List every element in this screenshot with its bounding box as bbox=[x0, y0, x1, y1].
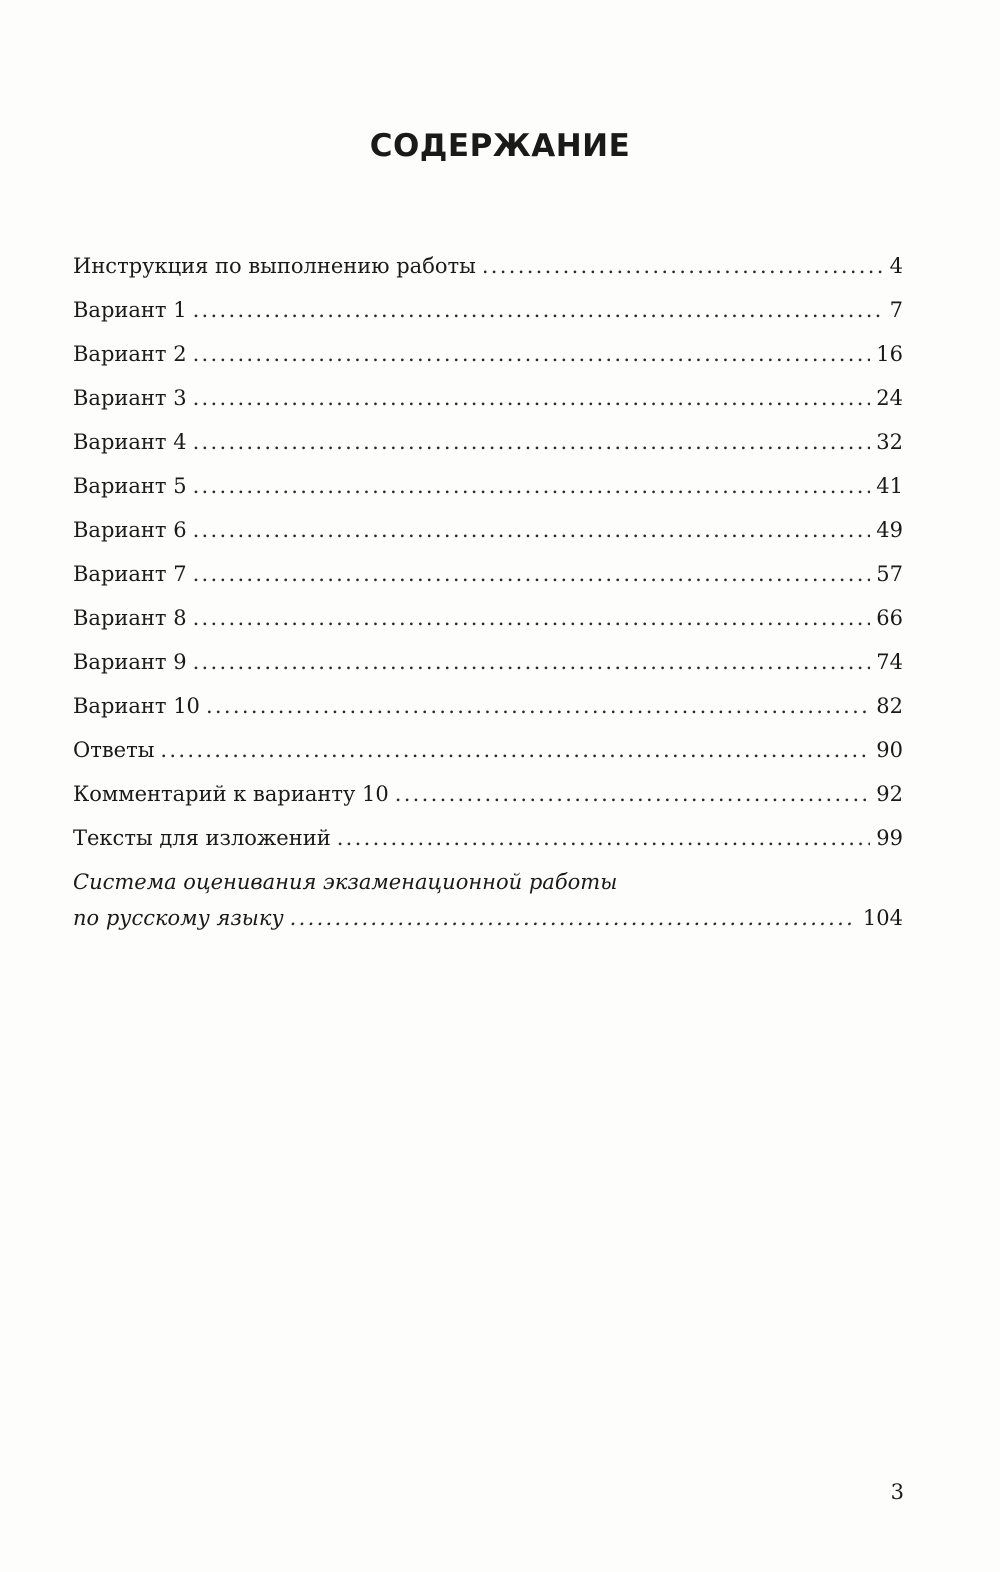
toc-leader-dots bbox=[193, 464, 871, 508]
toc-entry-page: 92 bbox=[876, 782, 903, 806]
toc-leader-dots bbox=[193, 420, 871, 464]
toc-leader-dots bbox=[337, 816, 871, 860]
toc-entry-assessment bbox=[73, 860, 903, 938]
toc-leader-dots bbox=[193, 552, 871, 596]
toc-entry-label: Вариант 9 bbox=[73, 650, 187, 674]
toc-entry-page: 32 bbox=[876, 430, 903, 454]
toc-entry-page: 4 bbox=[889, 254, 903, 278]
toc-leader-dots bbox=[193, 332, 871, 376]
toc-leader-dots bbox=[193, 640, 871, 684]
toc-entry bbox=[73, 332, 903, 376]
toc-entry bbox=[73, 772, 903, 816]
toc-entry bbox=[73, 420, 903, 464]
toc-entry-label-line2: по русскому языку bbox=[73, 906, 284, 930]
toc-entry-label: Вариант 7 bbox=[73, 562, 187, 586]
toc-entry bbox=[73, 640, 903, 684]
toc-entry bbox=[73, 552, 903, 596]
toc-leader-dots bbox=[193, 288, 884, 332]
toc-entry bbox=[73, 898, 903, 938]
toc-leader-dots bbox=[193, 596, 871, 640]
toc-entry-page: 66 bbox=[876, 606, 903, 630]
toc-entry-label: Ответы bbox=[73, 738, 155, 762]
toc-entry-label: Комментарий к варианту 10 bbox=[73, 782, 389, 806]
toc-entry bbox=[73, 376, 903, 420]
toc-entry-page: 24 bbox=[876, 386, 903, 410]
toc-entry bbox=[73, 464, 903, 508]
toc-entry bbox=[73, 816, 903, 860]
toc-entry-page: 57 bbox=[876, 562, 903, 586]
toc-entry-label: Вариант 4 bbox=[73, 430, 187, 454]
toc-entry-label: Вариант 10 bbox=[73, 694, 200, 718]
toc-entry-page: 99 bbox=[876, 826, 903, 850]
toc-leader-dots bbox=[193, 376, 871, 420]
toc-entry bbox=[73, 596, 903, 640]
toc-entry-label: Вариант 3 bbox=[73, 386, 187, 410]
toc-entry-label: Вариант 2 bbox=[73, 342, 187, 366]
toc-entry bbox=[73, 728, 903, 772]
toc-leader-dots bbox=[193, 508, 871, 552]
toc-entry-label: Вариант 5 bbox=[73, 474, 187, 498]
toc-entry-page: 82 bbox=[876, 694, 903, 718]
page-title: СОДЕРЖАНИЕ bbox=[369, 128, 631, 164]
toc-entry-page: 74 bbox=[876, 650, 903, 674]
toc-entry bbox=[73, 684, 903, 728]
toc-leader-dots bbox=[395, 772, 871, 816]
toc-leader-dots bbox=[160, 728, 870, 772]
toc-entry-page: 7 bbox=[889, 298, 903, 322]
toc-entry-label: Вариант 8 bbox=[73, 606, 187, 630]
toc-entry-page: 16 bbox=[876, 342, 903, 366]
toc-entry-page: 90 bbox=[876, 738, 903, 762]
toc-entry bbox=[73, 288, 903, 332]
toc-entry-label: Вариант 6 bbox=[73, 518, 187, 542]
toc-entry-page: 104 bbox=[862, 906, 903, 930]
toc-entry-label-line1: Система оценивания экзаменационной работы bbox=[73, 870, 618, 894]
toc-entry-page: 49 bbox=[876, 518, 903, 542]
toc-entry-page: 41 bbox=[876, 474, 903, 498]
toc-entry-label: Инструкция по выполнению работы bbox=[73, 254, 476, 278]
toc-leader-dots bbox=[206, 684, 870, 728]
toc-entry-label: Вариант 1 bbox=[73, 298, 187, 322]
toc-entry bbox=[73, 244, 903, 288]
page-number: 3 bbox=[890, 1480, 904, 1504]
toc-leader-dots bbox=[290, 898, 857, 938]
toc-entry bbox=[73, 508, 903, 552]
toc-entry-label: Тексты для изложений bbox=[73, 826, 331, 850]
toc-leader-dots bbox=[482, 244, 884, 288]
table-of-contents bbox=[73, 244, 903, 938]
